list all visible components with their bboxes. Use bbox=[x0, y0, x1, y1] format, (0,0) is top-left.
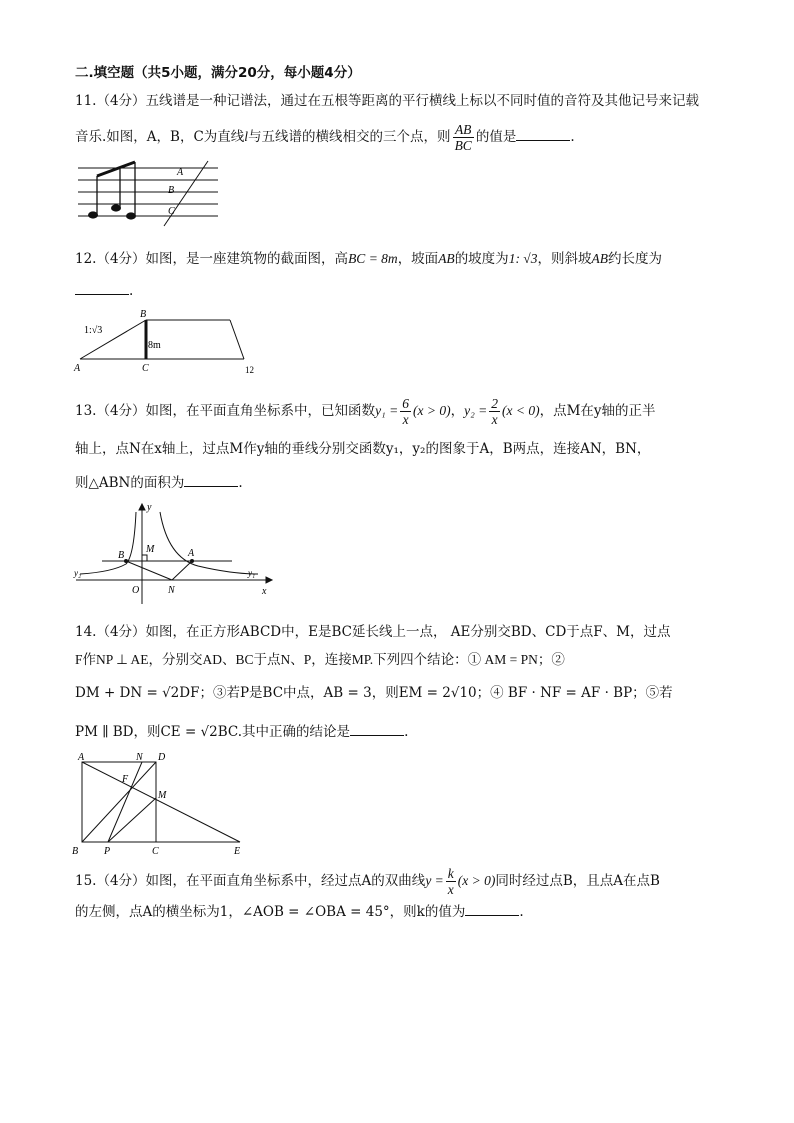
q12-label-a: A bbox=[74, 363, 81, 374]
q13-text: 13.（4分）如图，在平面直角坐标系中，已知函数 bbox=[75, 403, 376, 419]
q15-line2 bbox=[75, 903, 524, 921]
q12-label-b: B bbox=[140, 309, 147, 320]
q14-line1: 14.（4分）如图，在正方形ABCD中，E是BC延长线上一点， AE分别交BD、CD于点F、M，过点 bbox=[75, 624, 671, 640]
q13-label-a: A bbox=[188, 548, 195, 559]
q12-slope: 1: √3 bbox=[508, 251, 538, 266]
q13-label-o: O bbox=[132, 585, 140, 596]
q14-label-f: F bbox=[122, 774, 129, 785]
q11-text: 音乐.如图，A，B，C为直线 bbox=[75, 129, 245, 145]
q13-f2-den: x bbox=[491, 412, 498, 427]
q14-period: . bbox=[404, 724, 409, 740]
q12-height: BC = 8m bbox=[348, 251, 398, 266]
q14-line4 bbox=[75, 723, 408, 741]
q14-text-4: PM ∥ BD，则CE = √2BC.其中正确的结论是 bbox=[75, 724, 351, 740]
q11-figure-staff bbox=[72, 158, 222, 230]
q13-text-3: 则△ABN的面积为 bbox=[75, 475, 185, 491]
q11-frac-num: AB bbox=[453, 122, 474, 138]
q14-line3: DM + DN = √2DF；③若P是BC中点，AB = 3，则EM = 2√10；④ BF · NF = AF · BP；⑤若 bbox=[75, 685, 673, 701]
q14-label-c: C bbox=[152, 846, 159, 856]
q11-label-a: A bbox=[177, 167, 184, 178]
q13-label-y2: y₂ bbox=[74, 568, 82, 578]
q14-label-a: A bbox=[78, 752, 85, 763]
q12-label-c: C bbox=[142, 363, 149, 374]
q12-text-post: ，则斜坡 bbox=[537, 251, 592, 267]
q13-f2-num: 2 bbox=[491, 396, 498, 411]
q12-text-end: 约长度为 bbox=[607, 251, 662, 267]
q13-label-m: M bbox=[146, 544, 155, 555]
q15-fraction bbox=[446, 866, 456, 897]
q11-fraction bbox=[453, 122, 474, 153]
q15-text: 15.（4分）如图，在平面直角坐标系中，经过点A的双曲线 bbox=[75, 873, 426, 889]
q13-y2: y₂ = bbox=[464, 403, 488, 418]
q13-figure-hyperbola bbox=[72, 498, 278, 610]
q13-cond1: (x > 0) bbox=[412, 403, 451, 418]
q12-text: 12.（4分）如图，是一座建筑物的截面图，高 bbox=[75, 251, 349, 267]
q13-f1-den: x bbox=[402, 412, 409, 427]
q12-line1 bbox=[75, 250, 662, 268]
q13-fraction2 bbox=[489, 396, 500, 427]
q15-y: y = bbox=[425, 873, 444, 888]
q12-fig-slope: 1:√3 bbox=[84, 325, 103, 336]
q11-text-post: 的值是 bbox=[475, 129, 517, 145]
q13-label-b: B bbox=[118, 550, 125, 561]
q12-ab2: AB bbox=[591, 251, 608, 266]
q13-label-y: y bbox=[147, 502, 152, 513]
q13-fraction1 bbox=[400, 396, 411, 427]
q11-label-b: B bbox=[168, 185, 175, 196]
q13-line2: 轴上，点N在x轴上，过点M作y轴的垂线分别交函数y₁，y₂的图象于A，B两点，连接AN，BN， bbox=[75, 441, 651, 457]
q11-line2 bbox=[75, 122, 575, 153]
q15-cond: (x > 0) bbox=[457, 873, 496, 888]
q13-text-post: ，点M在y轴的正半 bbox=[539, 403, 656, 419]
q11-period: . bbox=[570, 129, 575, 145]
q13-line3 bbox=[75, 474, 243, 492]
q11-line1: 11.（4分）五线谱是一种记谱法，通过在五根等距离的平行横线上标以不同时值的音符及其他记号来记载 bbox=[75, 93, 700, 109]
q15-f-den: x bbox=[447, 882, 454, 897]
q11-answer-blank[interactable] bbox=[516, 128, 570, 141]
q14-answer-blank[interactable] bbox=[350, 723, 404, 736]
q11-label-c: C bbox=[168, 206, 175, 217]
q14-label-e: E bbox=[234, 846, 241, 856]
q12-figure-building bbox=[70, 306, 262, 378]
q13-cond2: (x < 0) bbox=[502, 403, 540, 418]
q12-answer-blank[interactable] bbox=[75, 282, 129, 295]
q13-label-n: N bbox=[168, 585, 175, 596]
q14-label-d: D bbox=[158, 752, 166, 763]
q12-period: . bbox=[129, 283, 134, 299]
q12-line2 bbox=[75, 282, 133, 300]
q12-fig-height: 8m bbox=[148, 340, 161, 351]
q13-label-y1: y₁ bbox=[248, 568, 256, 578]
section-title: 二.填空题（共5小题，满分20分，每小题4分） bbox=[75, 65, 361, 81]
q12-label-12: 12 bbox=[245, 365, 254, 375]
q14-label-p: P bbox=[104, 846, 111, 856]
q15-period: . bbox=[519, 904, 524, 920]
q14-label-m: M bbox=[158, 790, 167, 801]
q13-comma: ， bbox=[450, 403, 465, 419]
q14-line2: F作NP ⊥ AE，分别交AD、BC于点N、P，连接MP.下列四个结论：① AM = PN；② bbox=[75, 652, 565, 667]
q13-line1 bbox=[75, 396, 656, 427]
q11-text-mid: 与五线谱的横线相交的三个点，则 bbox=[248, 129, 451, 145]
q13-period: . bbox=[238, 475, 243, 491]
q15-text-2: 的左侧，点A的横坐标为1，∠AOB = ∠OBA = 45°，则k的值为 bbox=[75, 904, 466, 920]
q13-label-x: x bbox=[262, 586, 267, 597]
q15-f-num: k bbox=[447, 866, 454, 881]
q15-answer-blank[interactable] bbox=[465, 903, 519, 916]
q12-text-mid2: 的坡度为 bbox=[454, 251, 509, 267]
q12-ab: AB bbox=[438, 251, 455, 266]
q14-figure-square bbox=[70, 752, 250, 856]
q12-text-mid: ，坡面 bbox=[397, 251, 439, 267]
q11-frac-den: BC bbox=[454, 138, 472, 153]
q15-text-post: 同时经过点B，且点A在点B bbox=[495, 873, 660, 889]
q13-y1: y₁ = bbox=[375, 403, 399, 418]
q13-answer-blank[interactable] bbox=[184, 474, 238, 487]
q13-f1-num: 6 bbox=[402, 396, 409, 411]
q14-label-n: N bbox=[136, 752, 143, 763]
q11-line-l: l bbox=[244, 129, 249, 144]
q15-line1 bbox=[75, 866, 660, 897]
q14-label-b: B bbox=[72, 846, 79, 856]
